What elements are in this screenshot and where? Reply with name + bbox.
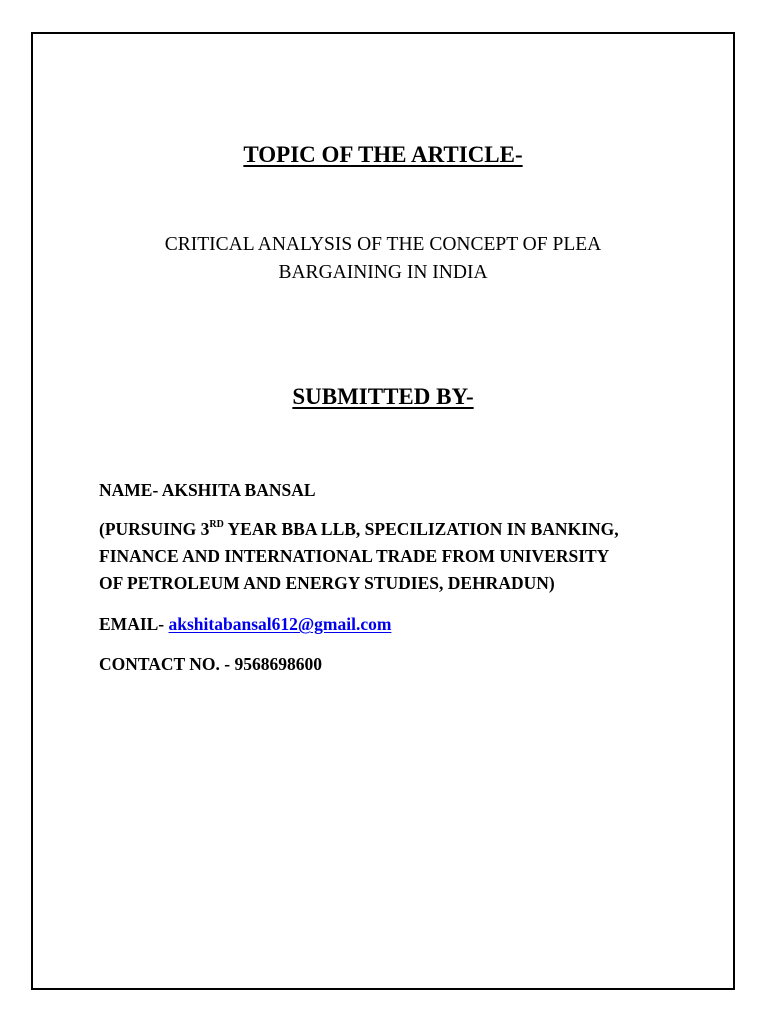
affiliation-line-1-rest: YEAR BBA LLB, SPECILIZATION IN BANKING, (223, 519, 619, 539)
affiliation-line-1 (99, 516, 699, 543)
ordinal-superscript: RD (209, 519, 224, 530)
page-border (31, 32, 735, 990)
contact-number: CONTACT NO. - 9568698600 (99, 654, 322, 674)
author-name: NAME- AKSHITA BANSAL (99, 480, 316, 500)
article-title-line-1: CRITICAL ANALYSIS OF THE CONCEPT OF PLEA (164, 234, 602, 255)
author-affiliation (99, 516, 699, 597)
affiliation-line-3: OF PETROLEUM AND ENERGY STUDIES, DEHRADUN) (99, 573, 555, 593)
article-title (31, 231, 735, 287)
email-link[interactable]: akshitabansal612@gmail.com (168, 614, 392, 634)
affiliation-line-2: FINANCE AND INTERNATIONAL TRADE FROM UNIVERSITY (99, 546, 610, 566)
affiliation-prefix: (PURSUING 3 (99, 519, 210, 539)
topic-heading: TOPIC OF THE ARTICLE- (243, 142, 523, 167)
submitted-by-heading: SUBMITTED BY- (292, 384, 474, 409)
email-line (99, 614, 699, 635)
email-label: EMAIL- (99, 614, 169, 634)
article-title-line-2: BARGAINING IN INDIA (278, 262, 488, 283)
